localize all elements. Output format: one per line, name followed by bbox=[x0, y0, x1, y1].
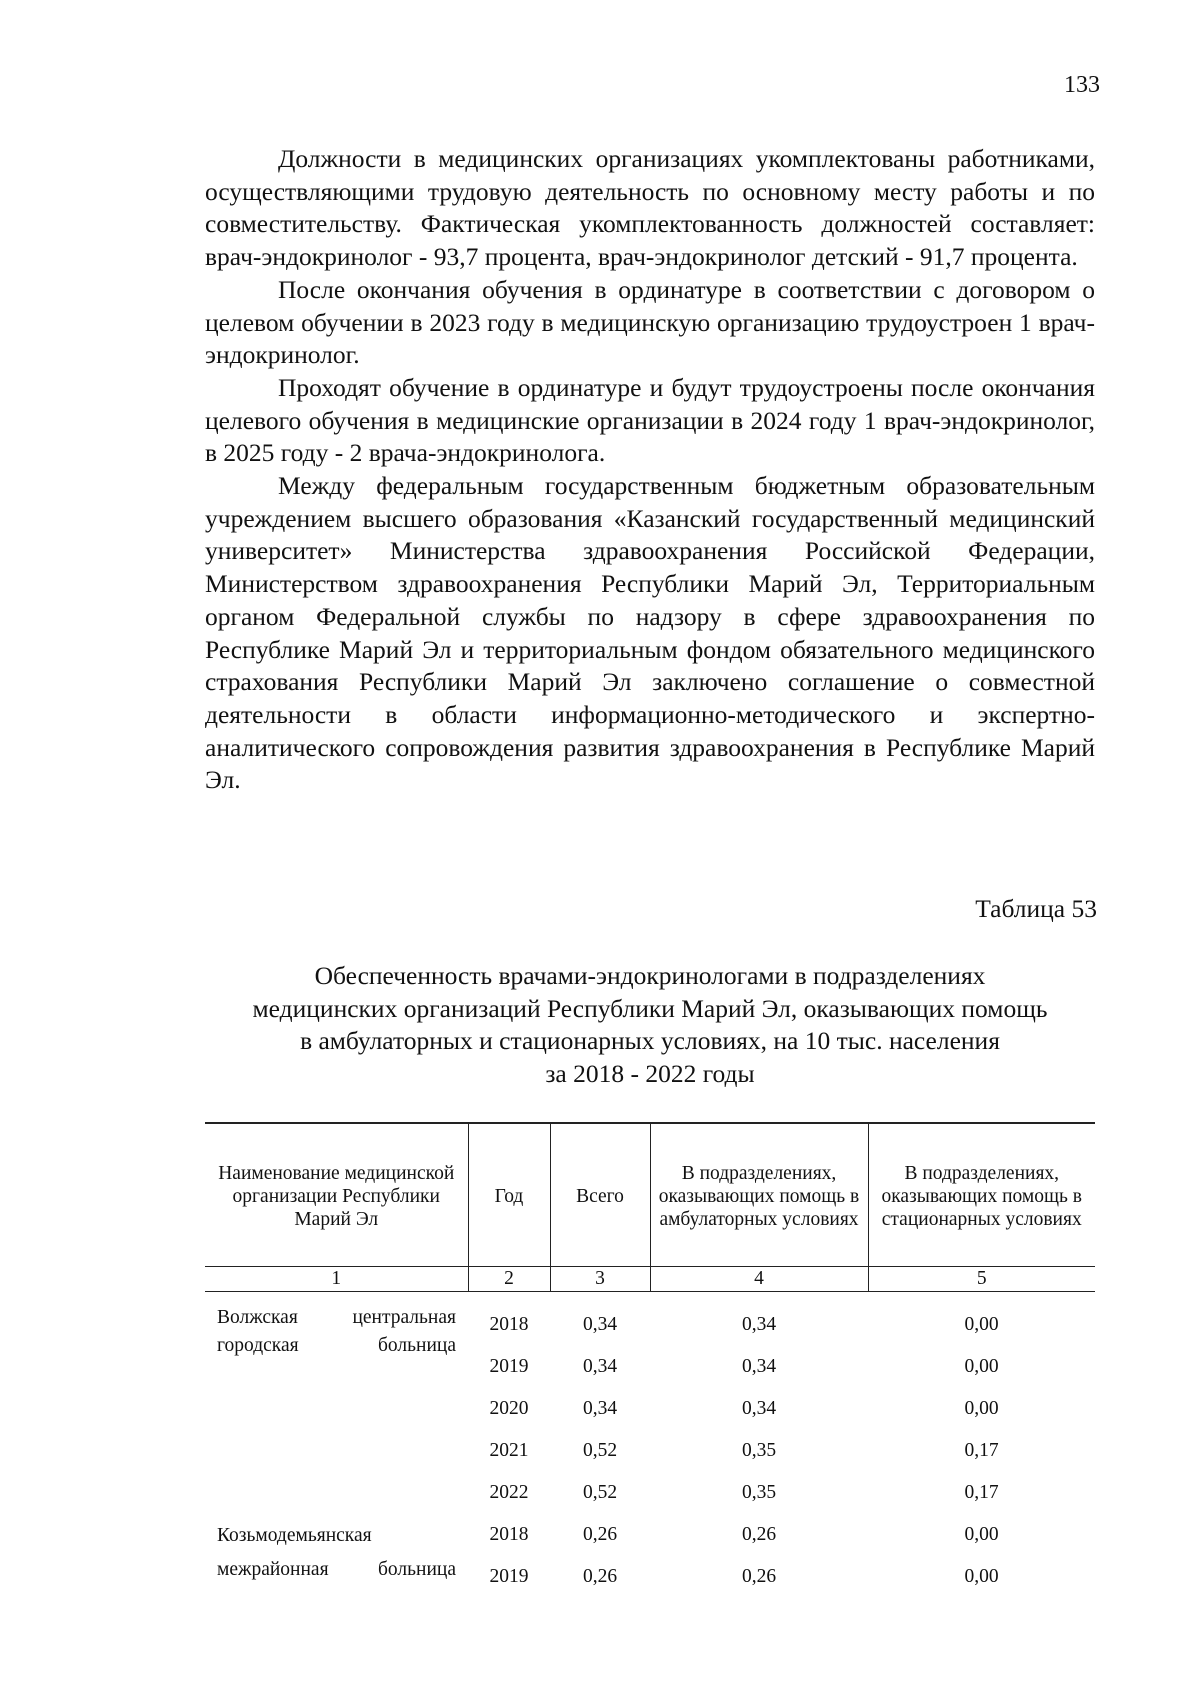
total-cell: 0,34 bbox=[582, 1356, 618, 1377]
inpatient-cell: 0,17 bbox=[964, 1482, 999, 1503]
organization-name-line: Козьмодемьянская bbox=[217, 1525, 372, 1546]
ambulatory-cell: 0,35 bbox=[741, 1440, 777, 1461]
year-cell: 2022 bbox=[489, 1482, 529, 1503]
organization-name-line: Волжская центральная bbox=[217, 1307, 456, 1328]
total-cell: 0,26 bbox=[582, 1524, 618, 1545]
body-text bbox=[205, 143, 1095, 797]
table-row bbox=[205, 1304, 1095, 1346]
table-header-row bbox=[205, 1123, 1095, 1267]
column-number-row bbox=[205, 1267, 1095, 1292]
year-cell: 2018 bbox=[489, 1314, 529, 1335]
ambulatory-cell: 0,35 bbox=[741, 1482, 777, 1503]
inpatient-cell: 0,00 bbox=[964, 1356, 999, 1377]
inpatient-cell: 0,00 bbox=[964, 1314, 999, 1335]
year-cell: 2019 bbox=[489, 1356, 529, 1377]
header-inpatient: В подразделениях, оказывающих помощь в стационарных условиях bbox=[868, 1123, 1095, 1267]
inpatient-cell: 0,00 bbox=[964, 1398, 999, 1419]
column-number: 5 bbox=[868, 1267, 1095, 1292]
paragraph: Проходят обучение в ординатуре и будут трудоустроены после окончания целевого обучения в медицинские организации в 2024 году 1 врач-эндокринолог, в 2025 году - 2 врача-эндокринолога. bbox=[205, 372, 1095, 468]
column-number: 4 bbox=[650, 1267, 868, 1292]
paragraph: Между федеральным государственным бюджетным образовательным учреждением высшего образования «Казанский государственный медицинский университет» Министерства здравоохранения Российской Федерации, Министерством здравоохранения Республики Марий Эл, Территориальным органом Федеральной службы по надзору в сфере здравоохранения по Республике Марий Эл и территориальным фондом обязательного медицинского страхования Республики Марий Эл заключено соглашение о совместной деятельности в области информационно-методического и экспертно-аналитического сопровождения развития здравоохранения в Республике Марий Эл. bbox=[205, 471, 1095, 795]
year-cell: 2021 bbox=[489, 1440, 529, 1461]
header-organization: Наименование медицинской организации Республики Марий Эл bbox=[205, 1123, 468, 1267]
organization-name-line: городская больница bbox=[217, 1335, 456, 1356]
total-cell: 0,34 bbox=[582, 1314, 618, 1335]
provision-table bbox=[205, 1122, 1095, 1598]
table-title bbox=[205, 960, 1095, 1090]
table-title-line: Обеспеченность врачами-эндокринологами в подразделениях bbox=[314, 961, 986, 990]
header-ambulatory: В подразделениях, оказывающих помощь в амбулаторных условиях bbox=[650, 1123, 868, 1267]
header-year: Год bbox=[468, 1123, 550, 1267]
inpatient-cell: 0,17 bbox=[964, 1440, 999, 1461]
table-title-line: в амбулаторных и стационарных условиях, на 10 тыс. населения bbox=[300, 1026, 1000, 1055]
paragraph: После окончания обучения в ординатуре в соответствии с договором о целевом обучении в 2023 году в медицинскую организацию трудоустроен 1 врач-эндокринолог. bbox=[205, 274, 1095, 370]
table-row bbox=[205, 1514, 1095, 1556]
column-number: 3 bbox=[550, 1267, 650, 1292]
page-number: 133 bbox=[1064, 72, 1100, 98]
ambulatory-cell: 0,26 bbox=[741, 1566, 777, 1587]
total-cell: 0,52 bbox=[582, 1482, 618, 1503]
ambulatory-cell: 0,34 bbox=[741, 1356, 777, 1377]
column-number: 2 bbox=[468, 1267, 550, 1292]
paragraph: Должности в медицинских организациях укомплектованы работниками, осуществляющими трудовую деятельность по основному месту работы и по совместительству. Фактическая укомплектованность должностей составляет: врач-эндокринолог - 93,7 процента, врач-эндокринолог детский - 91,7 процента. bbox=[205, 144, 1095, 272]
ambulatory-cell: 0,26 bbox=[741, 1524, 777, 1545]
organization-name bbox=[205, 1304, 468, 1514]
total-cell: 0,52 bbox=[582, 1440, 618, 1461]
total-cell: 0,26 bbox=[582, 1566, 618, 1587]
inpatient-cell: 0,00 bbox=[964, 1524, 999, 1545]
year-cell: 2018 bbox=[489, 1524, 529, 1545]
ambulatory-cell: 0,34 bbox=[741, 1314, 777, 1335]
table-title-line: медицинских организаций Республики Марий Эл, оказывающих помощь bbox=[252, 993, 1048, 1023]
column-number: 1 bbox=[205, 1267, 468, 1292]
organization-name bbox=[205, 1514, 468, 1598]
table-label: Таблица 53 bbox=[975, 894, 1097, 923]
table-title-line: за 2018 - 2022 годы bbox=[545, 1058, 755, 1088]
inpatient-cell: 0,00 bbox=[964, 1566, 999, 1587]
header-total: Всего bbox=[550, 1123, 650, 1267]
ambulatory-cell: 0,34 bbox=[741, 1398, 777, 1419]
total-cell: 0,34 bbox=[582, 1398, 618, 1419]
year-cell: 2019 bbox=[489, 1566, 529, 1587]
year-cell: 2020 bbox=[489, 1398, 529, 1419]
organization-name-line: межрайонная больница bbox=[217, 1559, 456, 1580]
